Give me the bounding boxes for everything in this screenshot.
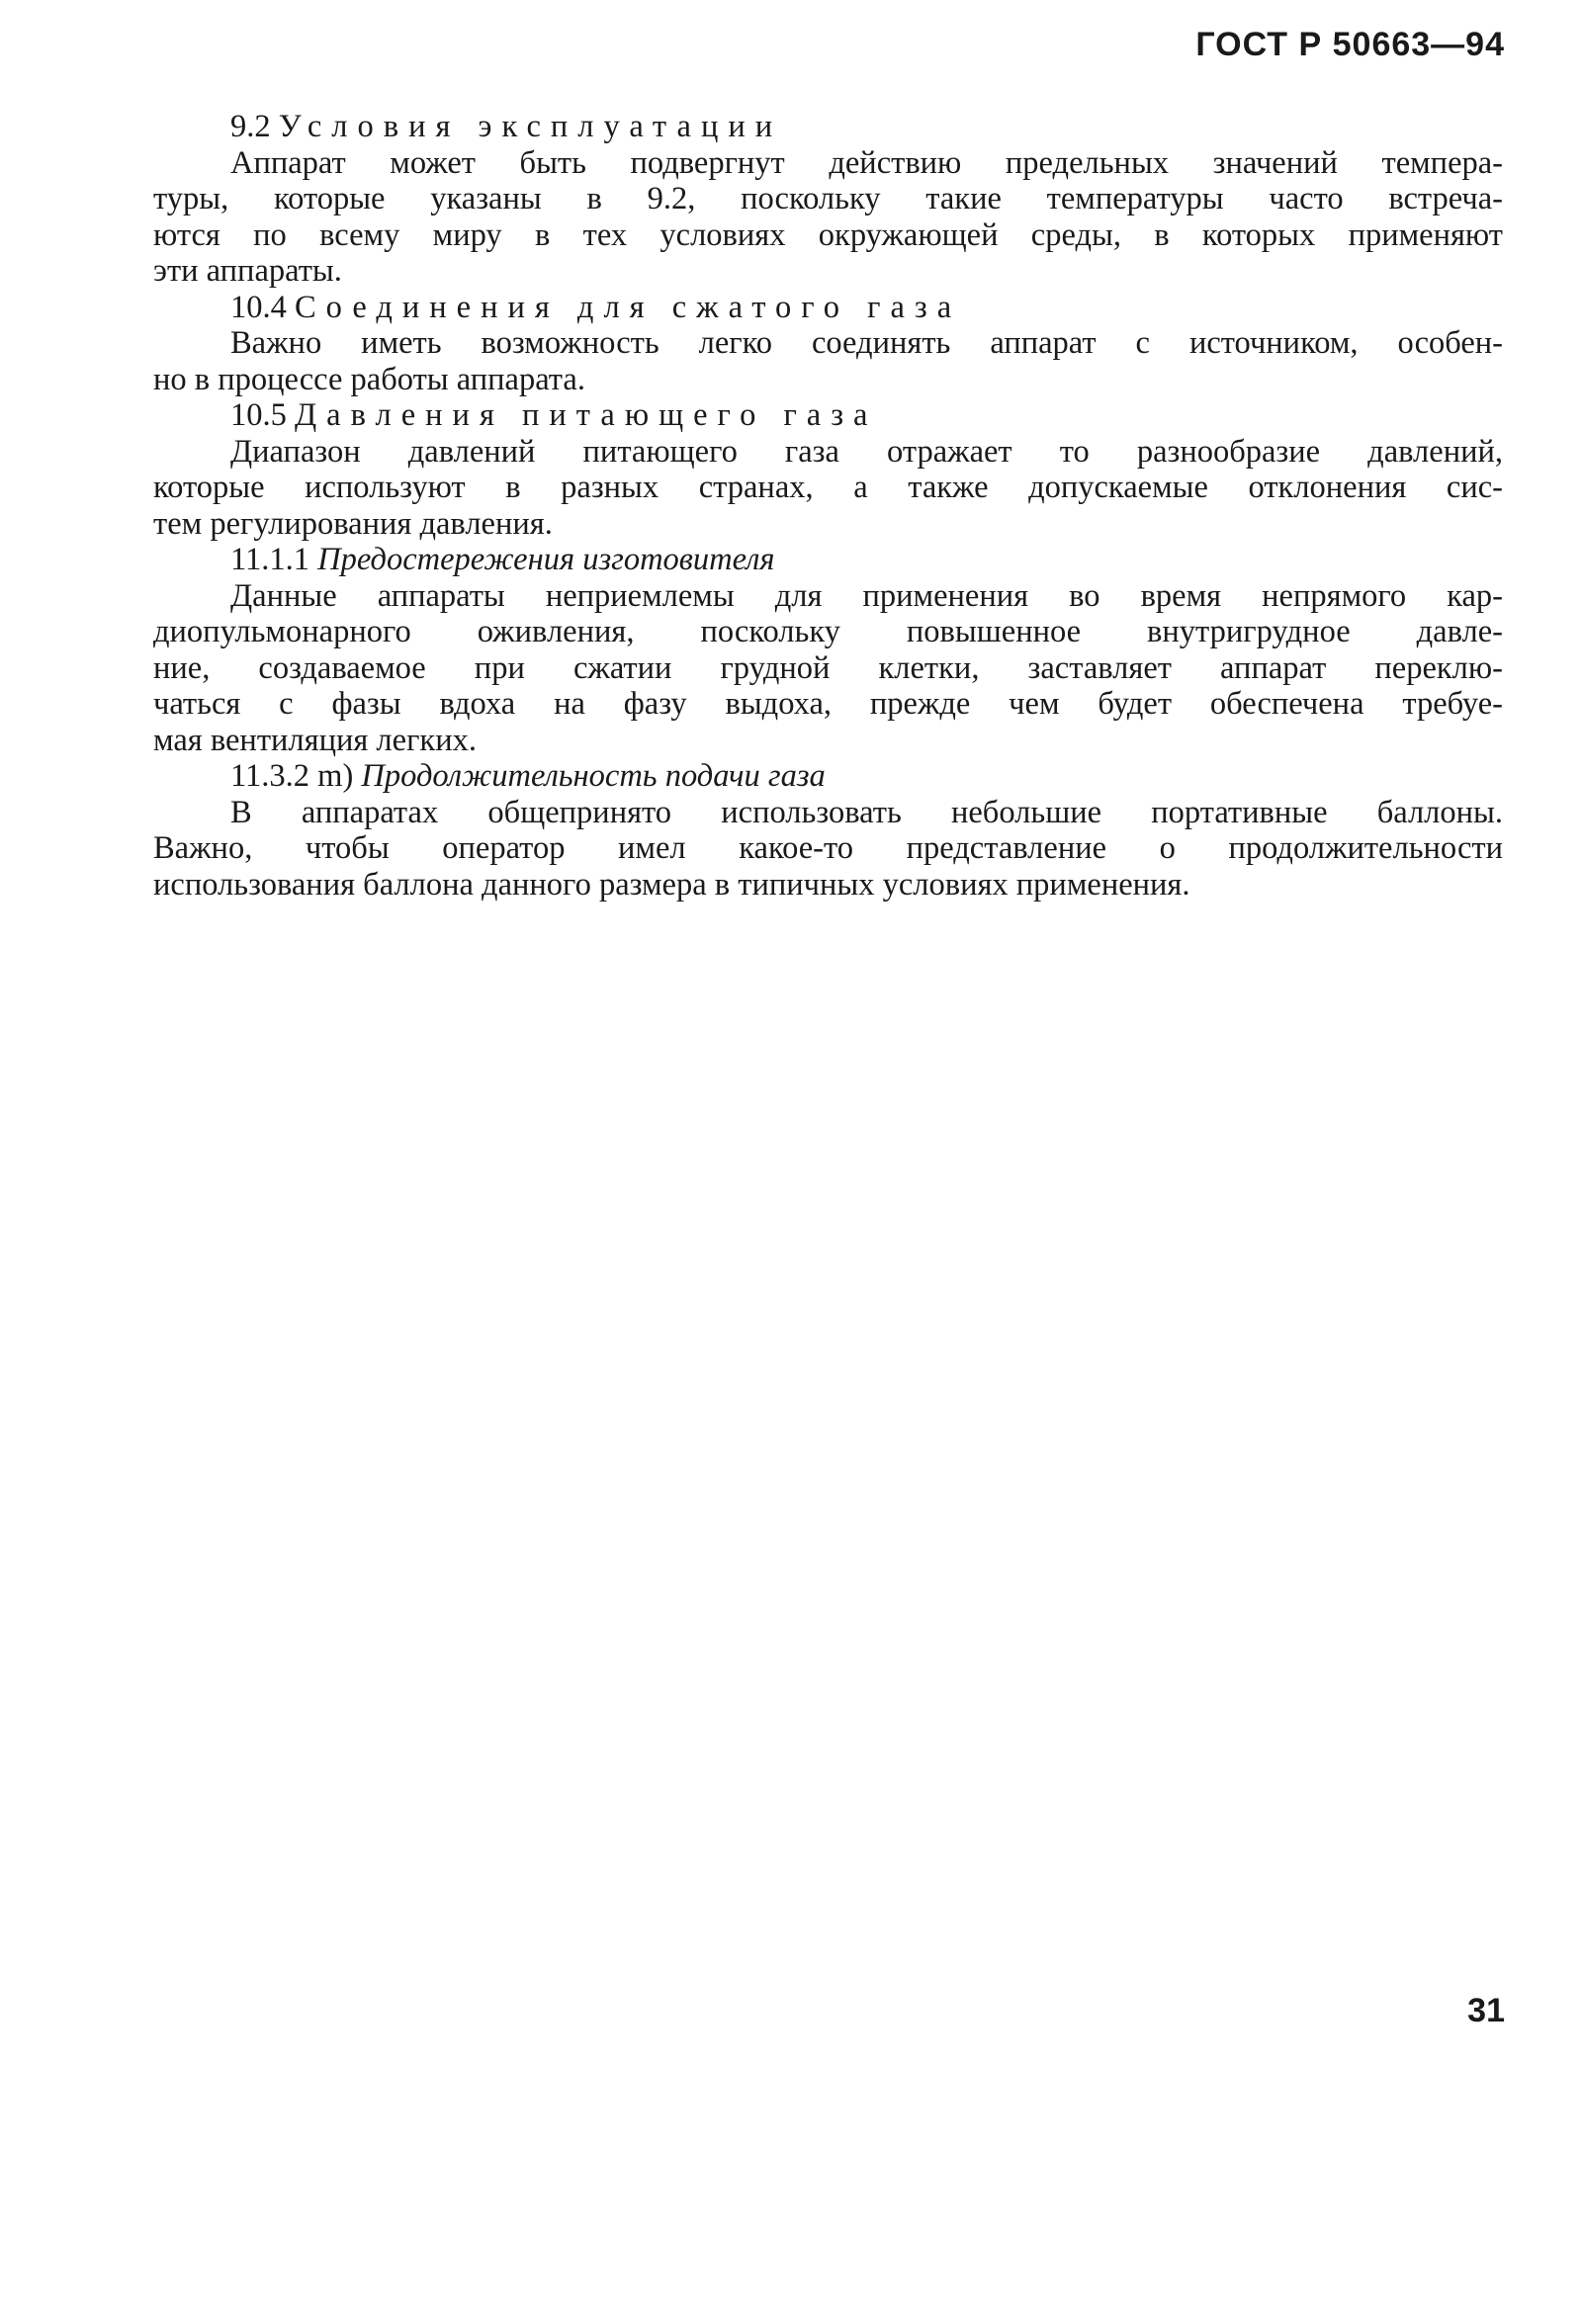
paragraph-line: чаться с фазы вдоха на фазу выдоха, прежде чем будет обеспечена требуе-: [153, 686, 1503, 722]
section-title: Продолжительность подачи газа: [361, 758, 826, 794]
section-11-1-1: [153, 542, 1503, 758]
section-10-4: [153, 290, 1503, 398]
paragraph-line: эти аппараты.: [153, 253, 342, 289]
section-number: 10.4: [230, 289, 287, 325]
section-heading: [153, 109, 1503, 145]
paragraph-line: диопульмонарного оживления, поскольку повышенное внутригрудное давле-: [153, 614, 1503, 649]
paragraph-line: мая вентиляция легких.: [153, 722, 477, 758]
section-heading: [153, 542, 1503, 578]
paragraph-line: Аппарат может быть подвергнут действию предельных значений темпера-: [230, 144, 1503, 181]
paragraph-line: использования баллона данного размера в типичных условиях применения.: [153, 866, 1190, 903]
section-9-2: [153, 109, 1503, 290]
section-title: Условия эксплуатации: [278, 109, 783, 144]
section-number: 9.2: [230, 109, 271, 144]
paragraph-line: ются по всему миру в тех условиях окружающей среды, в которых применяют: [153, 216, 1503, 253]
section-title: Предостережения изготовителя: [317, 542, 775, 577]
paragraph-line: тем регулирования давления.: [153, 505, 553, 542]
paragraph-line: Данные аппараты неприемлемы для применения во время непрямого кар-: [230, 577, 1503, 614]
paragraph-line: ние, создаваемое при сжатии грудной клетки, заставляет аппарат переклю-: [153, 649, 1503, 686]
paragraph-line: но в процессе работы аппарата.: [153, 361, 585, 397]
section-number: 11.3.2 m): [230, 758, 354, 794]
paragraph-line: Диапазон давлений питающего газа отражает то разнообразие давлений,: [230, 433, 1503, 470]
section-heading: [153, 290, 1503, 326]
section-number: 11.1.1: [230, 542, 310, 577]
page-number: 31: [1467, 1992, 1505, 2029]
section-heading: [153, 758, 1503, 795]
section-title: Давления питающего газа: [295, 397, 878, 433]
paragraph-line: Важно, чтобы оператор имел какое-то представление о продолжительности: [153, 830, 1503, 866]
section-number: 10.5: [230, 397, 287, 433]
section-11-3-2-m: [153, 758, 1503, 903]
document-body: [153, 109, 1503, 903]
paragraph-line: туры, которые указаны в 9.2, поскольку такие температуры часто встреча-: [153, 181, 1503, 216]
section-heading: [153, 397, 1503, 434]
section-10-5: [153, 397, 1503, 542]
paragraph-line: которые используют в разных странах, а также допускаемые отклонения сис-: [153, 470, 1503, 505]
paragraph-line: В аппаратах общепринято использовать небольшие портативные баллоны.: [230, 794, 1503, 830]
paragraph-line: Важно иметь возможность легко соединять аппарат с источником, особен-: [230, 325, 1503, 361]
section-title: Соединения для сжатого газа: [295, 289, 962, 325]
document-header: ГОСТ Р 50663—94: [1195, 26, 1505, 63]
